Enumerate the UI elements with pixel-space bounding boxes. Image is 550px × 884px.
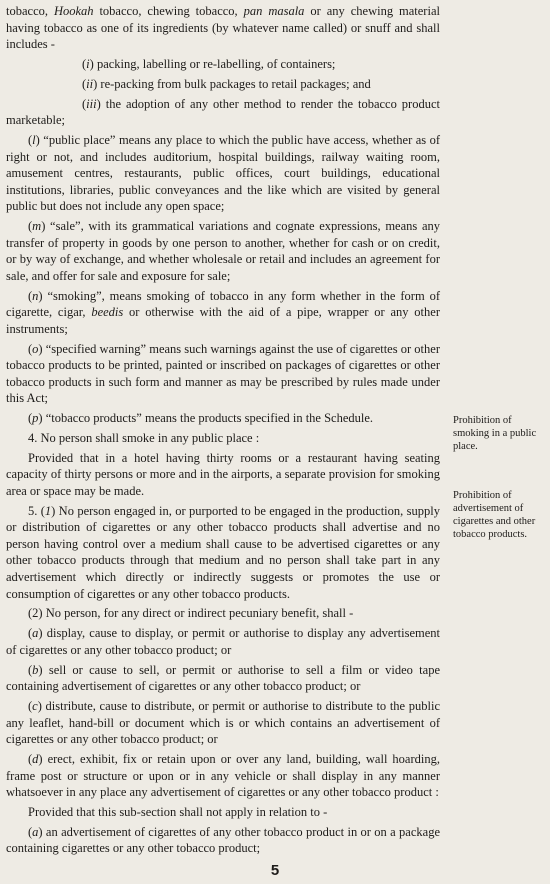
text-run: tobacco, chewing tobacco,: [93, 4, 244, 18]
text-run: ) distribute, cause to distribute, or permit or authorise to distribute to the public any leaflet, hand-bill or document which is or which contains an advertisement of cigarettes or any other tobacco product; or: [6, 698, 440, 747]
paragraph-p15: [6, 698, 440, 748]
body-text: [6, 3, 440, 860]
italic-text: n: [32, 288, 39, 303]
text-run: (: [82, 56, 87, 71]
page-number: 5: [270, 862, 280, 879]
paragraph-p14: [6, 662, 440, 695]
text-run: ) the adoption of any other method to render the tobacco product marketable;: [6, 96, 440, 128]
paragraph-p10: [6, 450, 440, 500]
text-run: ) display, cause to display, or permit or authorise to display any advertisement of cigarettes or any other tobacco product; or: [6, 626, 440, 657]
text-run: ) “smoking”, means smoking of tobacco in any form whether in the form of cigarette, cigar,: [6, 288, 440, 320]
paragraph-p5: [6, 218, 440, 284]
text-run: or otherwise with the aid of a pipe, wrapper or any other instruments;: [6, 305, 440, 336]
italic-text: beedis: [91, 305, 124, 320]
italic-text: iii: [86, 96, 97, 111]
paragraph-p17: [6, 804, 440, 821]
text-run: Provided that in a hotel having thirty rooms or a restaurant having seating capacity of thirty persons or more and in the airports, a separate provision for smoking area or space may be made.: [6, 450, 440, 498]
text-run: ) re-packing from bulk packages to retail packages; and: [93, 76, 371, 91]
text-run: (: [28, 698, 33, 713]
text-run: ) an advertisement of cigarettes of any other tobacco product in or on a package containing cigarettes or any other tobacco product;: [6, 824, 440, 856]
paragraph-p11: [6, 503, 440, 603]
italic-text: c: [32, 698, 38, 713]
text-run: Provided that this sub-section shall not apply in relation to -: [28, 804, 328, 819]
italic-text: ii: [86, 76, 94, 91]
paragraph-p13: [6, 625, 440, 658]
paragraph-p9: [6, 430, 440, 447]
text-run: (2) No person, for any direct or indirect pecuniary benefit, shall -: [28, 606, 354, 621]
paragraph-p3: [6, 96, 440, 129]
italic-text: 1: [44, 503, 52, 518]
text-run: (: [28, 132, 33, 147]
paragraph-p7: [6, 341, 440, 407]
italic-text: m: [32, 219, 42, 234]
italic-text: p: [32, 411, 39, 426]
paragraph-p12: [6, 605, 440, 622]
margin-note-prohibition-advertisement: Prohibition of advertisement of cigarettes and other tobacco products.: [453, 490, 536, 540]
text-run: ) “tobacco products” means the products specified in the Schedule.: [38, 411, 374, 426]
text-run: ) “specified warning” means such warnings against the use of cigarettes or other tobacco products to be printed, painted or inscribed on packages of cigarettes or other tobacco products in such form and manner as may be prescribed by rules made under this Act;: [6, 341, 440, 406]
italic-text: d: [32, 751, 39, 766]
text-run: or any chewing material having tobacco as one of its ingredients (by whatever name called) or snuff and shall includes -: [6, 4, 440, 52]
italic-text: a: [32, 626, 39, 641]
italic-text: Hookah: [53, 4, 94, 18]
paragraph-p2: [6, 76, 440, 93]
paragraph-p1: [6, 56, 440, 73]
text-run: (: [28, 219, 33, 234]
paragraph-p18: [6, 824, 440, 857]
text-run: 5. (: [28, 503, 45, 518]
text-run: (: [82, 76, 87, 91]
text-run: ) “public place” means any place to which the public have access, whether as of right or not, and includes auditorium, hospital buildings, railway waiting room, amusement centres, restaurants, public offices, court buildings, educational institutions, libraries, public conveyances and the like which are visited by general public but does not include any open space;: [6, 132, 440, 214]
paragraph-p0: [6, 3, 440, 53]
text-run: (: [28, 341, 33, 356]
text-run: 4. No person shall smoke in any public place :: [28, 430, 260, 445]
italic-text: i: [86, 56, 90, 71]
margin-note-prohibition-smoking: Prohibition of smoking in a public place.: [453, 415, 537, 452]
text-run: ) No person engaged in, or purported to be engaged in the production, supply or distribution of cigarettes or any other tobacco products shall advertise and no person having control over a medium shall cause to be advertised cigarettes or any other tobacco products through that medium and no person shall take part in any advertisement which directly or indirectly suggests or promotes the use or consumption of cigarettes or any other tobacco products.: [6, 503, 440, 601]
text-run: ) erect, exhibit, fix or retain upon or over any land, building, wall hoarding, frame post or structure or upon or in any vehicle or shall display in any manner whatsoever in any place any advertisement of cigarettes or any other tobacco product :: [6, 751, 440, 800]
italic-text: l: [32, 132, 36, 147]
italic-text: pan masala: [243, 4, 305, 18]
text-run: (: [28, 662, 33, 677]
paragraph-p4: [6, 132, 440, 215]
text-run: (: [28, 626, 33, 641]
italic-text: a: [32, 824, 39, 839]
text-run: (: [28, 824, 33, 839]
paragraph-p16: [6, 751, 440, 801]
text-run: ) packing, labelling or re-labelling, of containers;: [89, 56, 336, 71]
italic-text: b: [32, 662, 39, 677]
text-run: ) sell or cause to sell, or permit or authorise to sell a film or video tape containing advertisement of cigarettes or any other tobacco product; or: [6, 662, 440, 694]
paragraph-p8: [6, 410, 440, 427]
text-run: (: [28, 411, 33, 426]
text-run: (: [28, 288, 33, 303]
text-run: tobacco,: [6, 4, 54, 18]
italic-text: o: [32, 341, 39, 356]
text-run: (: [82, 96, 87, 111]
paragraph-p6: [6, 288, 440, 338]
text-run: (: [28, 751, 33, 766]
text-run: ) “sale”, with its grammatical variations and cognate expressions, means any transfer of property in goods by one person to another, whether for cash or on credit, or by way of exchange, and whether wholesale or retail and includes an agreement for sale, and offer for sale and exposure for sale;: [6, 219, 440, 283]
